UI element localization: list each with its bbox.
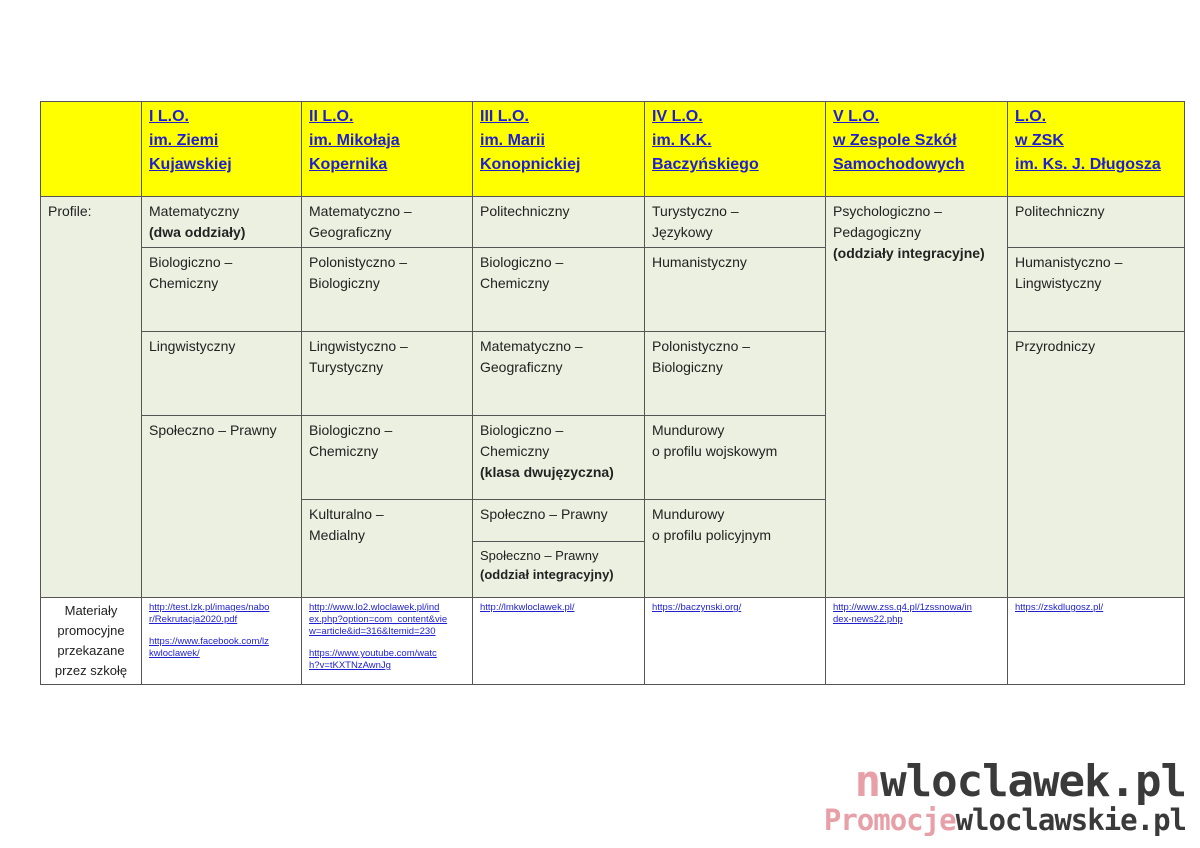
materials-cell [645, 598, 826, 685]
profile-row [41, 248, 1185, 332]
profile-name: o profilu wojskowym [652, 443, 778, 459]
materials-label: Materiały [64, 603, 118, 618]
profile-note: (klasa dwujęzyczna) [480, 464, 614, 480]
profile-label: Profile: [48, 203, 92, 219]
profile-name: Lingwistyczny [149, 338, 236, 354]
materials-link[interactable]: https://zskdlugosz.pl/ [1015, 602, 1104, 613]
profile-row [41, 332, 1185, 416]
school-5-link[interactable]: Samochodowych [833, 156, 965, 173]
header-school-4 [645, 102, 826, 197]
materials-link[interactable]: https://www.facebook.com/lz [149, 636, 269, 647]
header-school-2 [302, 102, 473, 197]
profile-cell [473, 197, 645, 248]
school-2-link[interactable]: Kopernika [309, 156, 388, 173]
profile-name: Biologiczno – [309, 422, 393, 438]
profile-cell [142, 248, 302, 332]
header-school-3 [473, 102, 645, 197]
school-6-link[interactable]: im. Ks. J. Długosza [1015, 156, 1161, 173]
profile-name: Chemiczny [480, 275, 550, 291]
profile-cell [473, 248, 645, 332]
watermark-accent: n [854, 756, 881, 807]
profile-cell [302, 332, 473, 416]
profile-name: Matematyczno – [480, 338, 583, 354]
school-6-link[interactable]: w ZSK [1015, 132, 1064, 149]
watermark-nwloclawek [855, 756, 1186, 807]
profile-name: Geograficzny [309, 224, 392, 240]
school-3-link[interactable]: Konopnickiej [480, 156, 581, 173]
profile-name: Polonistyczno – [309, 254, 408, 270]
profile-cell [645, 197, 826, 248]
profile-cell [142, 332, 302, 416]
header-empty-cell [41, 102, 142, 197]
recruitment-table [40, 101, 1185, 685]
watermark-text: wloclawskie.pl [955, 803, 1186, 837]
profile-name: Pedagogiczny [833, 224, 921, 240]
profile-name: Biologiczno – [480, 254, 564, 270]
profile-cell [1008, 197, 1185, 248]
materials-link[interactable]: w=article&id=316&Itemid=230 [309, 626, 436, 637]
materials-row [41, 598, 1185, 685]
profile-name: Psychologiczno – [833, 203, 942, 219]
profile-name: Turystyczno – [652, 203, 739, 219]
profile-name: Chemiczny [309, 443, 379, 459]
header-school-1 [142, 102, 302, 197]
profile-cell [473, 416, 645, 500]
profile-cell [473, 500, 645, 542]
materials-link[interactable]: h?v=tKXTNzAwnJg [309, 660, 391, 671]
profile-name: o profilu policyjnym [652, 527, 772, 543]
materials-cell [142, 598, 302, 685]
school-5-link[interactable]: V L.O. [833, 108, 880, 125]
profile-name: Lingwistyczno – [309, 338, 408, 354]
profile-name: Matematyczno – [309, 203, 412, 219]
profile-name: Matematyczny [149, 203, 240, 219]
profile-cell [473, 332, 645, 416]
profile-note: (oddział integracyjny) [480, 567, 614, 582]
profile-name: Humanistyczno – [1015, 254, 1123, 270]
school-3-link[interactable]: im. Marii [480, 132, 545, 149]
profile-name: Humanistyczny [652, 254, 747, 270]
profile-label-cell [41, 197, 142, 598]
profile-name: Mundurowy [652, 506, 725, 522]
profile-cell [1008, 332, 1185, 598]
profile-cell [473, 542, 645, 598]
materials-link[interactable]: https://baczynski.org/ [652, 602, 742, 613]
profile-cell [826, 197, 1008, 598]
header-school-6 [1008, 102, 1185, 197]
profile-name: Biologiczno – [149, 254, 233, 270]
materials-cell [302, 598, 473, 685]
profile-cell [142, 197, 302, 248]
profile-name: Społeczno – Prawny [480, 548, 599, 563]
school-2-link[interactable]: II L.O. [309, 108, 354, 125]
materials-link[interactable]: r/Rekrutacja2020.pdf [149, 614, 238, 625]
watermark-text: wloclawek.pl [880, 756, 1186, 807]
profile-cell [302, 416, 473, 500]
school-1-link[interactable]: I L.O. [149, 108, 189, 125]
school-3-link[interactable]: III L.O. [480, 108, 529, 125]
profile-cell [645, 500, 826, 598]
materials-link[interactable]: dex-news22.php [833, 614, 903, 625]
profile-cell [302, 248, 473, 332]
materials-link[interactable]: http://www.lo2.wloclawek.pl/ind [309, 602, 440, 613]
materials-cell [473, 598, 645, 685]
profile-name: Językowy [652, 224, 713, 240]
school-4-link[interactable]: im. K.K. [652, 132, 712, 149]
profile-name: Medialny [309, 527, 366, 543]
materials-cell [826, 598, 1008, 685]
school-2-link[interactable]: im. Mikołaja [309, 132, 400, 149]
profile-cell [142, 416, 302, 598]
profile-row [41, 197, 1185, 248]
profile-name: Biologiczny [652, 359, 723, 375]
profile-name: Turystyczny [309, 359, 384, 375]
profile-cell [302, 500, 473, 598]
profile-name: Biologiczno – [480, 422, 564, 438]
profile-name: Przyrodniczy [1015, 338, 1096, 354]
materials-link[interactable]: http://test.lzk.pl/images/nabo [149, 602, 270, 613]
header-school-5 [826, 102, 1008, 197]
school-1-link[interactable]: im. Ziemi [149, 132, 219, 149]
materials-link[interactable]: https://www.youtube.com/watc [309, 648, 437, 659]
materials-link[interactable]: kwloclawek/ [149, 648, 200, 659]
profile-note: (oddziały integracyjne) [833, 245, 985, 261]
watermark-promocje [824, 803, 1186, 837]
school-4-link[interactable]: IV L.O. [652, 108, 703, 125]
materials-link[interactable]: http://lmkwloclawek.pl/ [480, 602, 575, 613]
profile-name: Biologiczny [309, 275, 380, 291]
school-6-link[interactable]: L.O. [1015, 108, 1047, 125]
profile-name: Mundurowy [652, 422, 725, 438]
watermark-accent: Promocje [823, 803, 956, 837]
materials-label: przekazane [57, 643, 125, 658]
profile-name: Kulturalno – [309, 506, 384, 522]
profile-name: Polonistyczno – [652, 338, 751, 354]
profile-name: Chemiczny [480, 443, 550, 459]
materials-label: przez szkołę [54, 663, 128, 678]
materials-link[interactable]: ex.php?option=com_content&vie [309, 614, 448, 625]
profile-cell [645, 416, 826, 500]
materials-label: promocyjne [57, 623, 125, 638]
materials-cell [1008, 598, 1185, 685]
materials-label-cell [41, 598, 142, 685]
profile-cell [302, 197, 473, 248]
profile-name: Społeczno – Prawny [480, 506, 608, 522]
materials-link[interactable]: http://www.zss.q4.pl/1zssnowa/in [833, 602, 972, 613]
profile-name: Społeczno – Prawny [149, 422, 277, 438]
profile-cell [645, 248, 826, 332]
profile-name: Geograficzny [480, 359, 563, 375]
school-5-link[interactable]: w Zespole Szkół [833, 132, 957, 149]
profile-name: Lingwistyczny [1015, 275, 1102, 291]
header-row [41, 102, 1185, 197]
profile-name: Politechniczny [480, 203, 570, 219]
profile-cell [645, 332, 826, 416]
school-1-link[interactable]: Kujawskiej [149, 156, 232, 173]
profile-note: (dwa oddziały) [149, 224, 246, 240]
profile-cell [1008, 248, 1185, 332]
profile-name: Politechniczny [1015, 203, 1105, 219]
school-4-link[interactable]: Baczyńskiego [652, 156, 759, 173]
profile-name: Chemiczny [149, 275, 219, 291]
